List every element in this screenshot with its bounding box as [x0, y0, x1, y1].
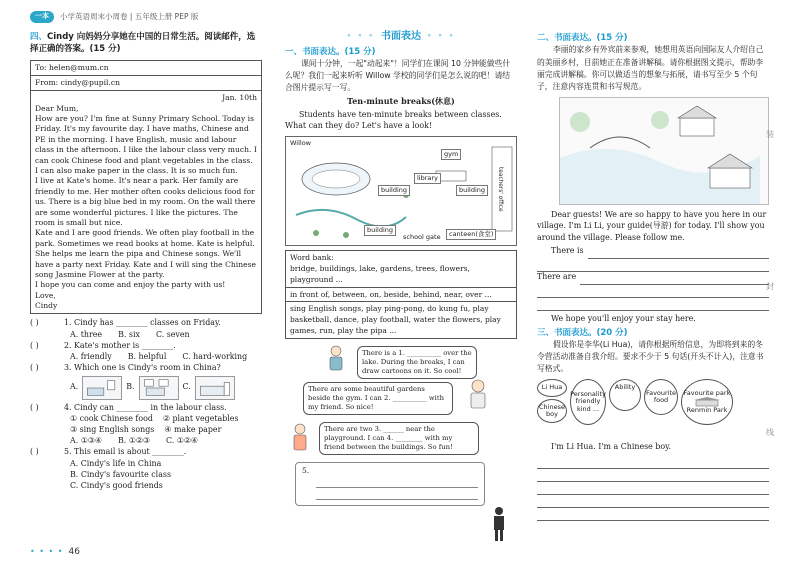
mindmap-name: Li Hua [537, 379, 567, 397]
mindmap-personality: Personality friendly kind ... [570, 379, 606, 425]
answer-box-label: 5. [302, 465, 310, 475]
option[interactable]: C. Cindy's good friends [70, 481, 163, 491]
s1-topic: Ten-minute breaks(休息) [347, 96, 455, 107]
binding-mark: 封 [766, 282, 774, 291]
email-closing: Love, [35, 290, 56, 300]
word-bank-row: bridge, buildings, lake, gardens, trees, flowers, playground ... [290, 264, 470, 285]
question-stem: 5. This email is about ________. [64, 447, 187, 457]
s3-start: I'm Li Hua. I'm a Chinese boy. [551, 442, 672, 452]
s2-writing-lines [537, 246, 769, 311]
option[interactable]: A. friendly [70, 352, 112, 362]
section-title-text: 书面表达 [381, 31, 421, 42]
speech-bubbles [285, 342, 517, 462]
question-stem: 3. Which one is Cindy's room in China? [64, 363, 221, 373]
question-1 [30, 317, 262, 328]
binding-mark: 线 [766, 428, 774, 437]
question-5 [30, 446, 262, 457]
options-2 [30, 351, 262, 362]
room-pictures [30, 374, 262, 402]
s1-intro: 课间十分钟，一起"动起来"！同学们在课间 10 分钟能做些什么呢？我们一起来听听 Willow 学校的同学们是怎么说的吧！请结合图片提示写一写。 [285, 58, 511, 93]
sub-item: ① cook Chinese food [70, 413, 153, 423]
there-is-prompt: There is [551, 246, 584, 256]
option[interactable]: A. [70, 382, 79, 392]
brand-logo: 一本 [30, 11, 54, 22]
sub-options-4a [30, 413, 262, 424]
page-header [30, 10, 198, 24]
answer-line[interactable] [537, 456, 769, 469]
email-date: Jan. 10th [222, 93, 257, 103]
s2-lead: Dear guests! We are so happy to have you here in our village. I'm Li Li, your guide(导游) for today. I'll show you around the village. Please follow me. [537, 209, 767, 242]
person-silhouette-icon [490, 506, 508, 542]
answer-box-5 [295, 462, 485, 506]
map-label-canteen: canteen(食堂) [446, 229, 496, 240]
option[interactable]: A. Cindy's life in China [70, 458, 162, 468]
question-stem: 2. Kate's mother is ________. [64, 340, 176, 350]
mindmap-identity: Chinese boy [537, 399, 567, 423]
student-figure-icon [465, 378, 491, 410]
email-paragraph-3: Kate and I are good friends. We often play football in the park. Sometimes we read books at home. Kate is helpful. She helps me learn the pipa and Chinese songs. We'll have a party next Friday. Kate and I will sing the Chinese song Jasmine Flower at the party. [35, 228, 257, 279]
options-5 [30, 458, 262, 492]
option[interactable]: C. ①②④ [165, 436, 198, 446]
answer-slot[interactable]: ( ) [30, 340, 39, 350]
map-label-building-3: building [364, 225, 396, 236]
email-box [30, 60, 262, 315]
s1-heading: 一、书面表达。(15 分) [285, 46, 376, 57]
q4-instruction: Cindy 向妈妈分享她在中国的日常生活。阅读邮件，选择正确的答案。(15 分) [30, 32, 256, 54]
answer-slot[interactable]: ( ) [30, 402, 39, 412]
school-map [285, 136, 517, 246]
option[interactable]: A. three [70, 329, 103, 339]
mindmap-park-label: Favourite park [683, 388, 731, 397]
writing-section-2 [537, 30, 769, 521]
word-bank-activities: sing English songs, play ping-pong, do kung fu, play basketball, dance, play football, water the flowers, play games, run, play the pipa ... [290, 303, 501, 336]
answer-line[interactable] [316, 476, 478, 488]
question-list [30, 317, 262, 491]
header-title: 小学英语周末小周卷 | 五年级上册 PEP 版 [60, 11, 199, 21]
email-from: From: cindy@pupil.cn [31, 76, 261, 91]
student-figure-icon [325, 344, 347, 372]
map-label-gym: gym [441, 149, 461, 160]
options-4 [30, 435, 262, 446]
mindmap-park-name: Renmin Park [686, 406, 728, 415]
footer-dots: • • • • [30, 546, 64, 556]
options-1 [30, 329, 262, 340]
s1-lead: Students have ten-minute breaks between classes. What can they do? Let's have a look! [285, 110, 502, 131]
email-signature: Cindy [35, 301, 58, 311]
answer-line[interactable] [537, 259, 769, 272]
s2-ending: We hope you'll enjoy your stay here. [551, 314, 696, 324]
title-dots: • • • [427, 32, 456, 41]
question-2 [30, 340, 262, 351]
there-are-line [537, 272, 769, 285]
email-body [31, 91, 261, 313]
answer-line[interactable] [537, 298, 769, 311]
page-footer [30, 546, 80, 558]
reading-section [30, 32, 262, 491]
s3-intro: 假设你是李华(Li Hua)，请你根据所给信息，为即将到来的冬令营活动准备自我介绍。要求不少于 5 句话(开头不计入)，注意书写格式。 [537, 340, 764, 374]
sub-item: ③ sing English songs [70, 425, 155, 435]
option[interactable]: B. [126, 382, 135, 392]
question-stem: 4. Cindy can ________ in the labour class. [64, 402, 227, 412]
there-is-line [551, 246, 769, 259]
room-picture-a[interactable] [82, 376, 122, 400]
question-stem: 1. Cindy has ________ classes on Friday. [64, 318, 221, 328]
sub-item: ④ make paper [164, 425, 222, 435]
question-3 [30, 362, 262, 373]
map-label-library: library [414, 173, 441, 184]
answer-line[interactable] [537, 482, 769, 495]
student-figure-icon [289, 422, 311, 452]
answer-slot[interactable]: ( ) [30, 363, 39, 373]
answer-line[interactable] [580, 272, 769, 285]
word-bank-prepositions: in front of, between, on, beside, behind, near, over ... [286, 288, 516, 302]
answer-slot[interactable]: ( ) [30, 318, 39, 328]
section-title [285, 30, 517, 44]
word-bank-title: Word bank: [290, 252, 334, 262]
map-title: Willow [290, 138, 311, 147]
writing-section-1 [285, 30, 517, 506]
question-4 [30, 402, 262, 413]
answer-line[interactable] [537, 508, 769, 521]
answer-line[interactable] [588, 246, 769, 259]
binding-mark: 装 [766, 130, 774, 139]
option[interactable]: B. helpful [127, 352, 167, 362]
s3-heading: 三、书面表达。(20 分) [537, 327, 628, 338]
email-paragraph-2: I live at Kate's home. It's near a park. Her family are friendly to me. Her mother often cooks delicious food for us. There is a big blue bed in my room. On the wall there are some wonderful pictures. I like the pictures. The room is small but nice. [35, 176, 256, 227]
map-label-gate: school gate [403, 232, 441, 241]
answer-line[interactable] [316, 488, 478, 500]
room-picture-b[interactable] [139, 376, 179, 400]
sub-options-4b [30, 424, 262, 435]
info-mindmap [537, 379, 769, 437]
option[interactable]: B. ①②③ [117, 436, 150, 446]
village-illustration [560, 98, 760, 205]
map-label-building-2: building [456, 185, 488, 196]
s2-heading: 二、书面表达。(15 分) [537, 33, 628, 43]
word-bank-places [286, 251, 516, 288]
title-dots: • • • [346, 32, 375, 41]
word-bank [285, 250, 517, 339]
bubble-1: There is a 1. __________ over the lake. During the breaks, I can draw cartoons on it. So cool! [357, 346, 477, 380]
option[interactable]: B. six [118, 329, 140, 339]
s3-writing-lines [537, 456, 769, 521]
room-picture-c[interactable] [195, 376, 235, 400]
there-are-prompt: There are [537, 272, 577, 282]
option[interactable]: B. Cindy's favourite class [70, 469, 171, 479]
email-paragraph-4: I hope you can come and enjoy the party with us! [35, 280, 226, 290]
s2-intro: 李丽的家乡有外宾前来参观，她想用英语向国际友人介绍自己的美丽乡村，目前她正在准备讲解稿。请你根据图文提示，帮助李丽完成讲解稿。你可以做适当的想象与拓展，请书写至少 5 个句子，注意内容连贯和书写规范。 [537, 45, 764, 91]
answer-line[interactable] [537, 469, 769, 482]
answer-line[interactable] [537, 285, 769, 298]
bubble-3: There are two 3. ______ near the playground. I can 4. ________ with my friend between the buildings. So fun! [319, 422, 479, 456]
village-scene [559, 97, 769, 205]
option[interactable]: C. [182, 382, 191, 392]
map-label-office: teachers' office [493, 167, 505, 212]
email-greeting: Dear Mum, [35, 103, 79, 113]
mindmap-park [681, 379, 733, 425]
mindmap-food: Favourite food [644, 379, 678, 415]
option[interactable]: C. hard-working [182, 352, 248, 362]
mindmap-ability: Ability [609, 379, 641, 411]
q4-heading [30, 32, 262, 56]
bubble-2: There are some beautiful gardens beside the gym. I can 2. __________ with my friend. So nice! [303, 382, 453, 416]
sub-item: ② plant vegetables [162, 413, 239, 423]
mindmap-left [537, 379, 567, 423]
q4-number: 四、 [30, 32, 48, 42]
answer-line[interactable] [537, 495, 769, 508]
answer-slot[interactable]: ( ) [30, 447, 39, 457]
option[interactable]: A. ①③④ [70, 436, 102, 446]
page-number: 46 [68, 547, 80, 557]
option[interactable]: C. seven [155, 329, 190, 339]
email-paragraph-1: How are you? I'm fine at Sunny Primary School. Today is Friday. It's my favourite day. I have maths, Chinese and PE in the morning. I have English, music and labour class in the afternoon. I like the labour class very much. I can cook Chinese food and plant vegetables in the class. I can also make paper in the class. It is so much fun. [35, 114, 257, 176]
email-to: To: helen@mum.cn [31, 61, 261, 76]
map-label-building-1: building [378, 185, 410, 196]
